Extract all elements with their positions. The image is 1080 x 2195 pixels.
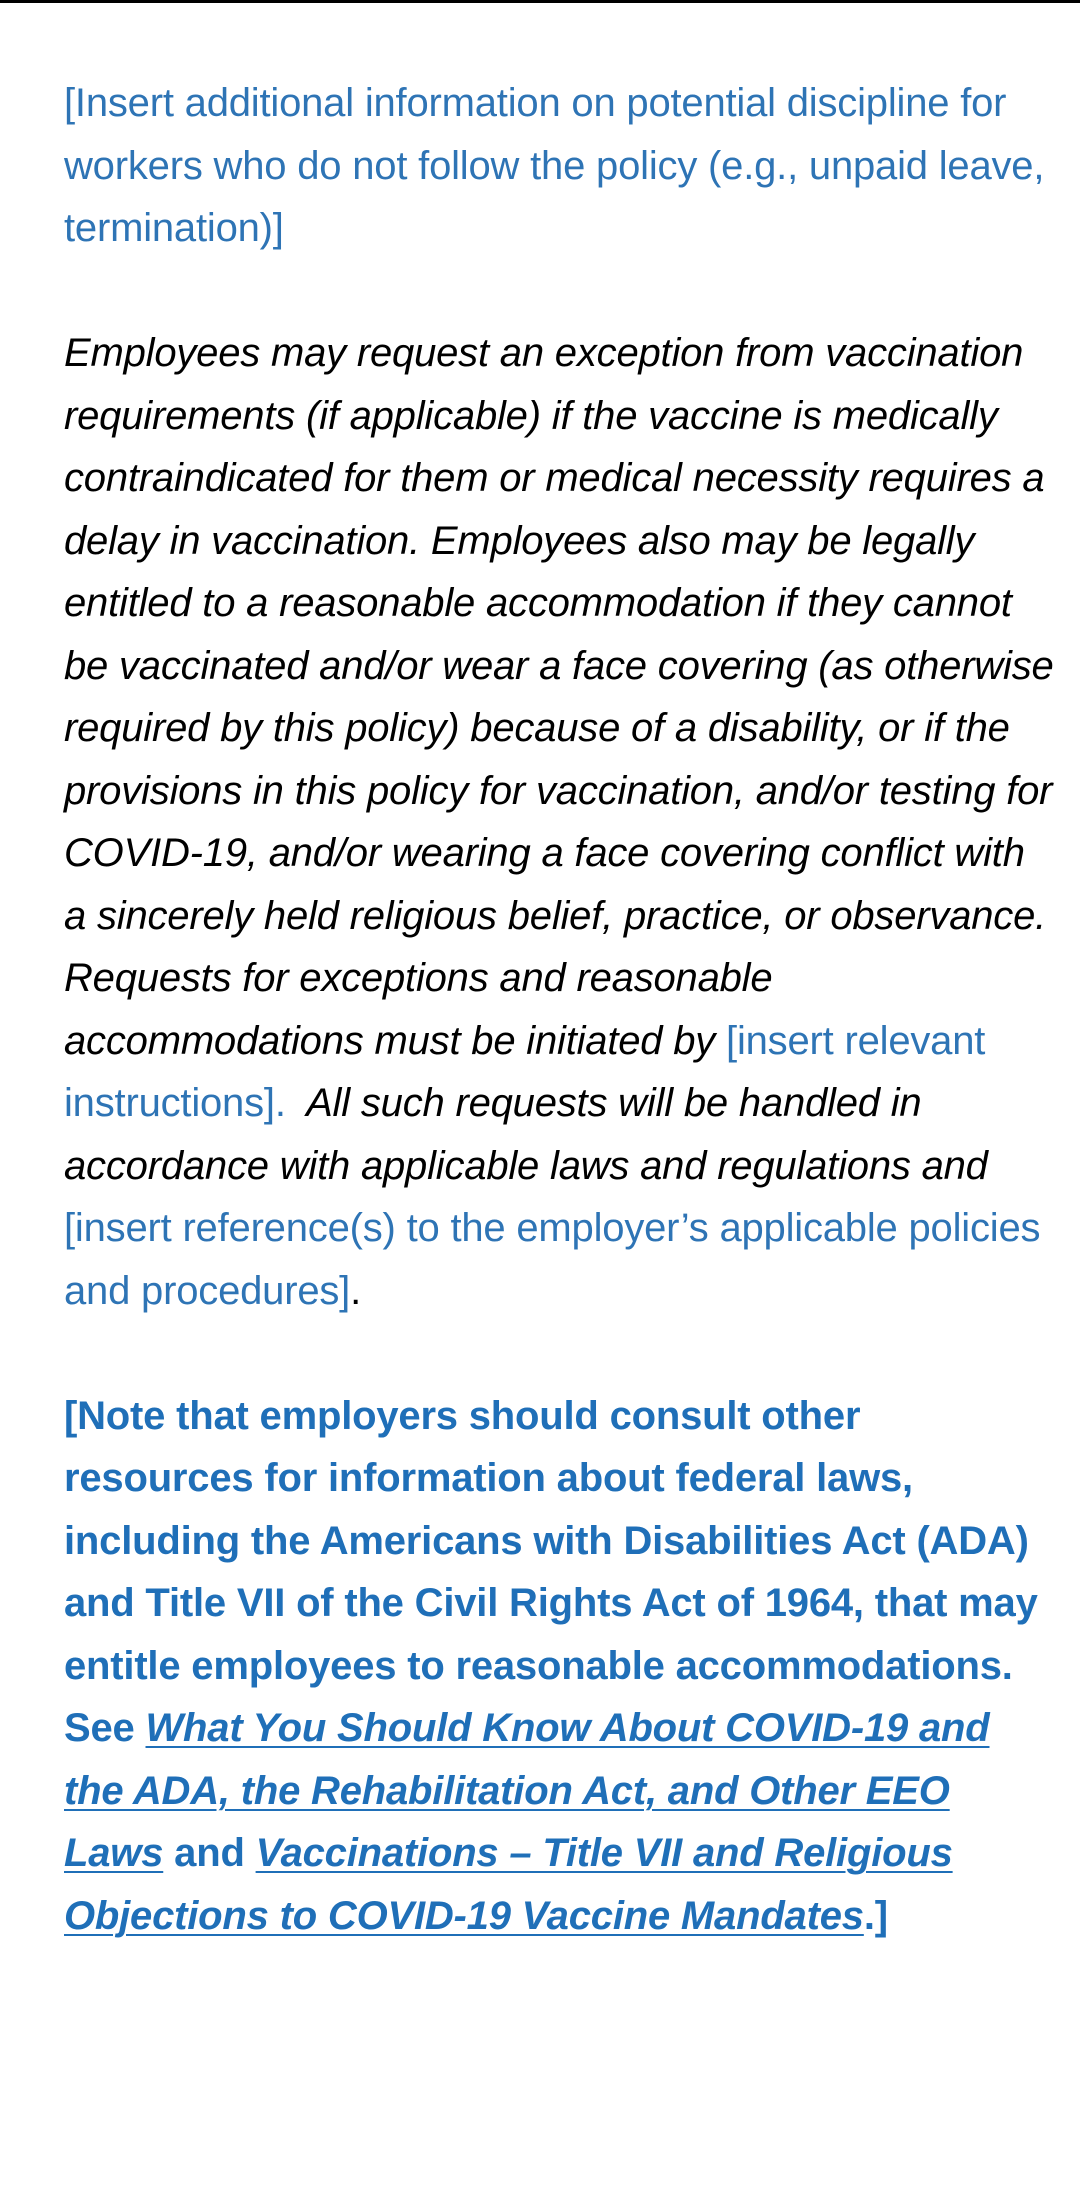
exception-text-before: Employees may request an exception from vaccination requirements (if applicable) if the vaccine is medically contraindicated for them or medical necessity requires a delay in vaccination. Employees also may be legally entitled to a reasonable accommodation if they cannot be vaccinated and/or wear a face covering (as otherwise required by this policy) because of a disability, or if the provisions in this policy for vaccination, and/or testing for COVID-19, and/or wearing a face covering conflict with a sincerely held religious belief, practice, or observance. Requests for exceptions and reasonable accommodations must be initiated by [64,331,1054,1063]
top-divider [0,0,1080,3]
document-body [64,72,1054,1947]
exception-text-middle: All such requests will be handled in accordance with applicable laws and regulations and [64,1081,999,1188]
instructions-placeholder: [insert relevant instructions]. [64,1018,986,1125]
exception-end-period: . [350,1268,362,1313]
discipline-placeholder: [Insert additional information on potential discipline for workers who do not follow the policy (e.g., unpaid leave, termination)] [64,81,1045,250]
policies-placeholder: [insert reference(s) to the employer’s applicable policies and procedures] [64,1206,1041,1313]
exception-request-paragraph [64,322,1054,1322]
federal-laws-note [64,1385,1054,1948]
note-text-end: .] [863,1893,888,1938]
note-text-intro: [Note that employers should consult other resources for information about federal laws, including the Americans with Disabilities Act (ADA) and Title VII of the Civil Rights Act of 1964, that may entitle employees to reasonable accommodations. See [64,1393,1038,1750]
ada-eeo-laws-link[interactable]: What You Should Know About COVID-19 and the ADA, the Rehabilitation Act, and Other EEO Laws [64,1706,990,1875]
paragraph-spacer [64,260,1054,323]
paragraph-spacer [64,1322,1054,1385]
note-text-and: and [163,1831,256,1875]
title-vii-religious-objections-link[interactable]: Vaccinations – Title VII and Religious Objections to COVID-19 Vaccine Mandates [64,1831,953,1938]
